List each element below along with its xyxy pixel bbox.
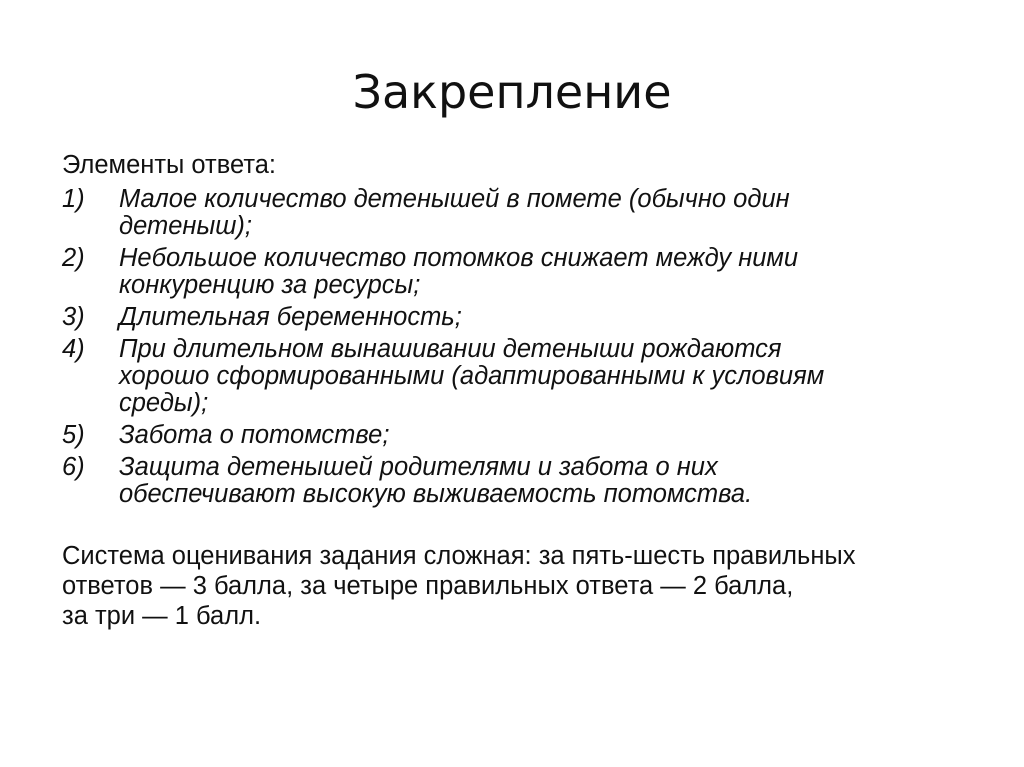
list-item-text <box>119 336 824 417</box>
list-item-number: 1) <box>62 185 85 213</box>
list-item-line: хорошо сформированными (адаптированными к условиям <box>119 362 825 390</box>
list-item-line: Малое количество детенышей в помете (обычно один <box>119 185 790 213</box>
list-item-number: 4) <box>62 335 85 363</box>
answer-elements-heading: Элементы ответа: <box>62 151 276 179</box>
scoring-line: ответов — 3 балла, за четыре правильных ответа — 2 балла, <box>62 572 794 600</box>
slide-title: Закрепление <box>352 65 672 119</box>
list-item-number: 3) <box>62 303 85 331</box>
list-item <box>62 454 982 508</box>
list-item <box>62 304 982 331</box>
answer-elements-list <box>62 186 982 508</box>
list-item-number: 5) <box>62 421 85 449</box>
list-item-line: Защита детенышей родителями и забота о них <box>119 453 718 481</box>
list-item-line: Забота о потомстве; <box>119 421 390 449</box>
list-item <box>62 336 982 417</box>
scoring-line: за три — 1 балл. <box>62 602 262 630</box>
list-item-line: обеспечивают высокую выживаемость потомства. <box>119 480 753 508</box>
list-item-number: 2) <box>62 244 85 272</box>
list-item-line: Длительная беременность; <box>119 303 462 331</box>
slide-body <box>62 150 982 631</box>
list-item-text <box>119 454 752 508</box>
scoring-paragraph <box>62 541 982 631</box>
list-item-line: конкуренцию за ресурсы; <box>119 271 421 299</box>
list-item-line: Небольшое количество потомков снижает между ними <box>119 244 799 272</box>
list-item <box>62 245 982 299</box>
list-item-line: среды); <box>119 389 209 417</box>
list-item <box>62 186 982 240</box>
scoring-line: Система оценивания задания сложная: за пять-шесть правильных <box>62 542 856 570</box>
list-item-number: 6) <box>62 453 85 481</box>
list-item-text <box>119 422 389 449</box>
list-item <box>62 422 982 449</box>
list-item-text <box>119 304 462 331</box>
list-item-line: При длительном вынашивании детеныши рождаются <box>119 335 782 363</box>
list-item-line: детеныш); <box>119 212 252 240</box>
list-item-text <box>119 186 790 240</box>
list-item-text <box>119 245 798 299</box>
